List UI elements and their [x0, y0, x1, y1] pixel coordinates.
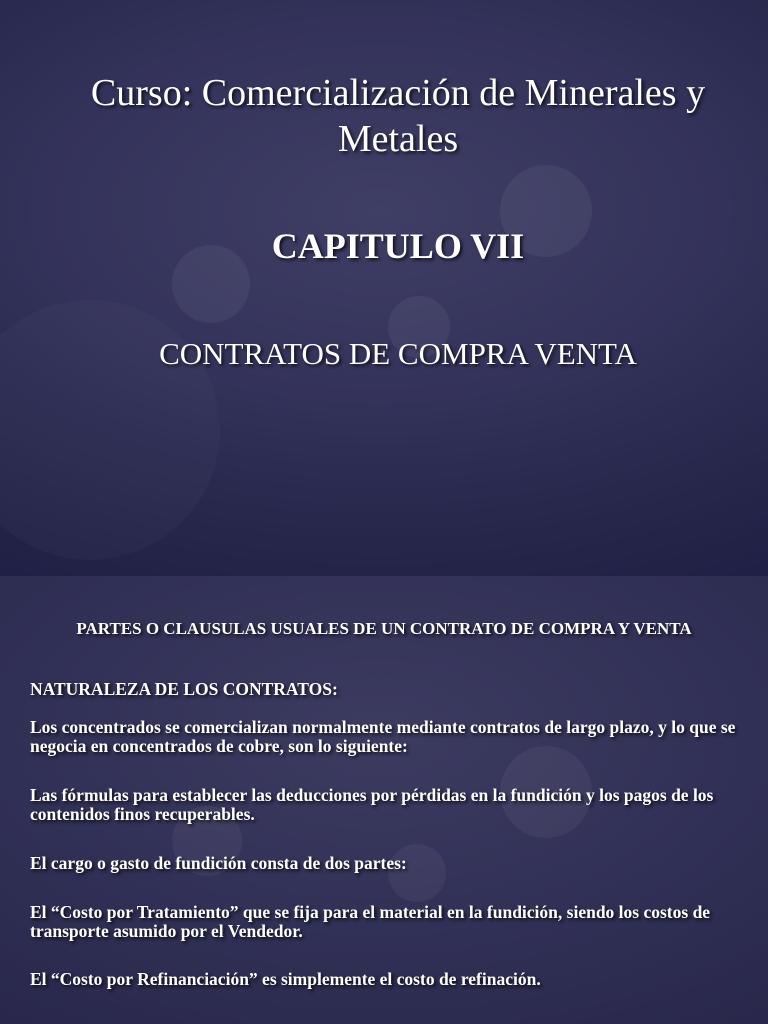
paragraph-costo-refinanciacion: El “Costo por Refinanciación” es simplemente el costo de refinación.: [30, 969, 541, 989]
paragraph-concentrados: Los concentrados se comercializan normalmente mediante contratos de largo plazo, y lo que se negocia en concentrados de cobre, son lo siguiente:: [30, 717, 736, 756]
paragraph-formulas: Las fórmulas para establecer las deducciones por pérdidas en la fundición y los pagos de los contenidos finos recuperables.: [30, 785, 714, 824]
paragraph-naturaleza-heading: NATURALEZA DE LOS CONTRATOS:: [30, 679, 338, 699]
paragraph-costo-tratamiento: El “Costo por Tratamiento” que se fija para el material en la fundición, siendo los costos de transporte asumido por el Vendedor.: [30, 902, 711, 941]
paragraph-cargo-fundicion: El cargo o gasto de fundición consta de dos partes:: [30, 853, 407, 873]
section-heading: PARTES O CLAUSULAS USUALES DE UN CONTRATO DE COMPRA Y VENTA: [76, 619, 692, 638]
course-title: Curso: Comercialización de Minerales y Metales: [90, 72, 706, 160]
chapter-subtitle: CONTRATOS DE COMPRA VENTA: [159, 336, 637, 371]
chapter-title: CAPITULO VII: [271, 226, 525, 266]
content-slide: [0, 576, 768, 1024]
